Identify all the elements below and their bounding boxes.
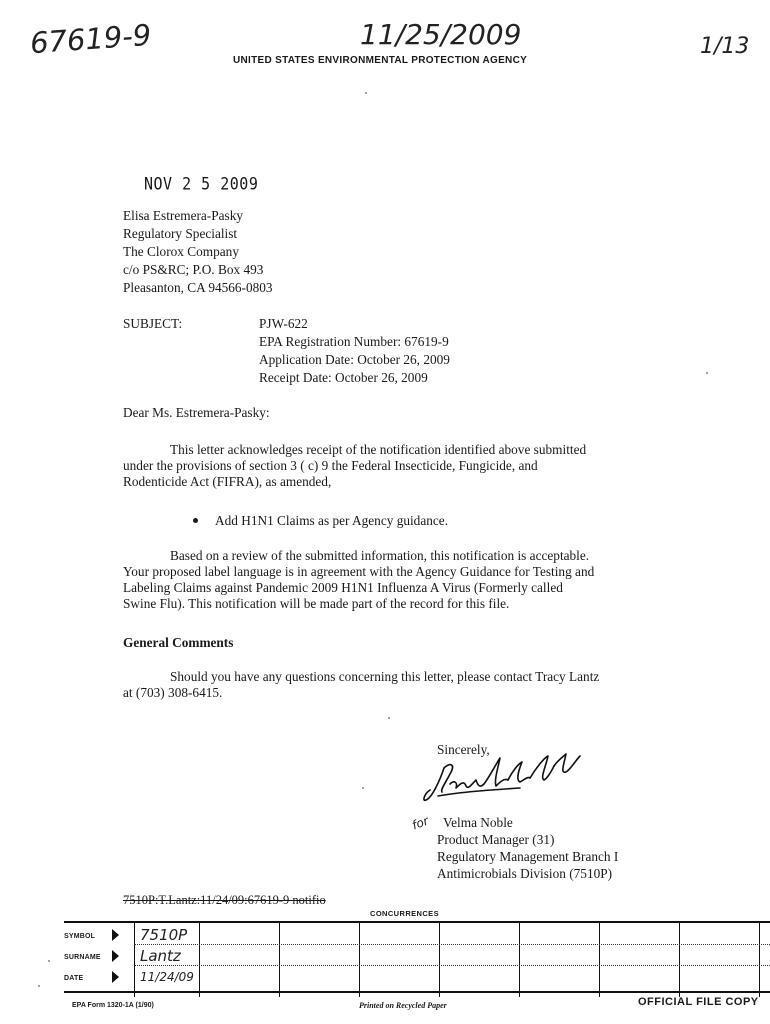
table-divider	[199, 923, 200, 997]
closing-sincerely: Sincerely,	[437, 742, 490, 757]
scan-speck	[365, 92, 367, 94]
bullet-text: Add H1N1 Claims as per Agency guidance.	[215, 513, 449, 528]
paragraph-line: Swine Flu). This notification will be made part of the record for this file.	[123, 596, 510, 611]
paragraph-line: Labeling Claims against Pandemic 2009 H1N1 Influenza A Virus (Formerly called	[123, 580, 563, 595]
addressee-company: The Clorox Company	[123, 244, 239, 259]
scan-speck	[706, 372, 708, 374]
signer-name: Velma Noble	[443, 815, 513, 830]
addressee-block	[123, 208, 423, 298]
concurrences-header: CONCURRENCES	[370, 909, 439, 918]
addressee-title: Regulatory Specialist	[123, 226, 238, 241]
paragraph-line: Rodenticide Act (FIFRA), as amended,	[123, 474, 332, 489]
table-divider	[679, 923, 680, 997]
scan-speck	[48, 960, 50, 962]
paragraph-line: This letter acknowledges receipt of the notification identified above submitted	[170, 442, 587, 457]
table-bottom-rule	[64, 991, 770, 993]
paragraph-acknowledgement	[123, 442, 683, 492]
row-label-symbol: SYMBOL	[64, 933, 96, 940]
footer-recycled: Printed on Recycled Paper	[359, 1001, 447, 1010]
bullet-item	[193, 513, 513, 531]
handwritten-signature	[420, 750, 590, 820]
addressee-street: c/o PS&RC; P.O. Box 493	[123, 262, 264, 277]
general-comments-body	[123, 669, 683, 703]
entry-date: 11/24/09	[140, 970, 194, 984]
row-arrow-icon	[112, 971, 119, 983]
table-divider	[599, 923, 600, 997]
footer-official-copy: OFFICIAL FILE COPY	[638, 996, 759, 1008]
subject-block	[259, 316, 559, 388]
subject-label: SUBJECT:	[123, 316, 183, 331]
signer-branch: Regulatory Management Branch I	[437, 849, 619, 864]
table-row-rule	[134, 965, 770, 966]
paragraph-line: under the provisions of section 3 ( c) 9 the Federal Insecticide, Fungicide, and	[123, 458, 538, 473]
subject-line: Application Date: October 26, 2009	[259, 352, 450, 367]
paragraph-line: at (703) 308-6415.	[123, 685, 223, 700]
addressee-name: Elisa Estremera-Pasky	[123, 208, 244, 223]
table-divider	[439, 923, 440, 997]
table-divider	[134, 923, 135, 997]
agency-header: UNITED STATES ENVIRONMENTAL PROTECTION AGENCY	[233, 55, 528, 66]
subject-line: PJW-622	[259, 316, 308, 331]
entry-surname: Lantz	[140, 947, 181, 965]
table-divider	[759, 923, 760, 997]
paragraph-line: Should you have any questions concerning this letter, please contact Tracy Lantz	[170, 669, 600, 684]
salutation: Dear Ms. Estremera-Pasky:	[123, 405, 270, 420]
scan-speck	[388, 717, 390, 719]
general-comments-heading: General Comments	[123, 635, 234, 650]
scan-speck	[38, 985, 40, 987]
footer-form-number: EPA Form 1320-1A (1/90)	[72, 1002, 154, 1009]
handwritten-reg-number: 67619-9	[28, 17, 153, 61]
table-divider	[359, 923, 360, 997]
row-label-surname: SURNAME	[64, 954, 101, 961]
stamp-date: NOV 2 5 2009	[144, 173, 259, 195]
table-divider	[279, 923, 280, 997]
handwritten-date: 11/25/2009	[360, 18, 522, 51]
concurrence-table	[64, 905, 770, 995]
file-reference-line: 7510P:T.Lantz:11/24/09:67619-9 notifio	[123, 893, 326, 907]
subject-line: EPA Registration Number: 67619-9	[259, 334, 449, 349]
table-divider	[519, 923, 520, 997]
subject-line: Receipt Date: October 26, 2009	[259, 370, 428, 385]
paragraph-review	[123, 548, 683, 614]
bullet-dot	[193, 518, 198, 523]
table-top-rule	[64, 921, 770, 923]
row-arrow-icon	[112, 929, 119, 941]
entry-symbol: 7510P	[140, 926, 188, 944]
scan-speck	[362, 787, 364, 789]
signer-title: Product Manager (31)	[437, 832, 555, 847]
handwritten-for-mark: for	[410, 813, 431, 833]
row-arrow-icon	[112, 950, 119, 962]
addressee-city: Pleasanton, CA 94566-0803	[123, 280, 273, 295]
row-label-date: DATE	[64, 975, 84, 982]
table-row-rule	[134, 944, 770, 945]
paragraph-line: Your proposed label language is in agreement with the Agency Guidance for Testing and	[123, 564, 595, 579]
signer-block	[437, 815, 677, 885]
signer-division: Antimicrobials Division (7510P)	[437, 866, 613, 881]
paragraph-line: Based on a review of the submitted information, this notification is acceptable.	[170, 548, 590, 563]
handwritten-page-number: 1/13	[700, 34, 750, 59]
